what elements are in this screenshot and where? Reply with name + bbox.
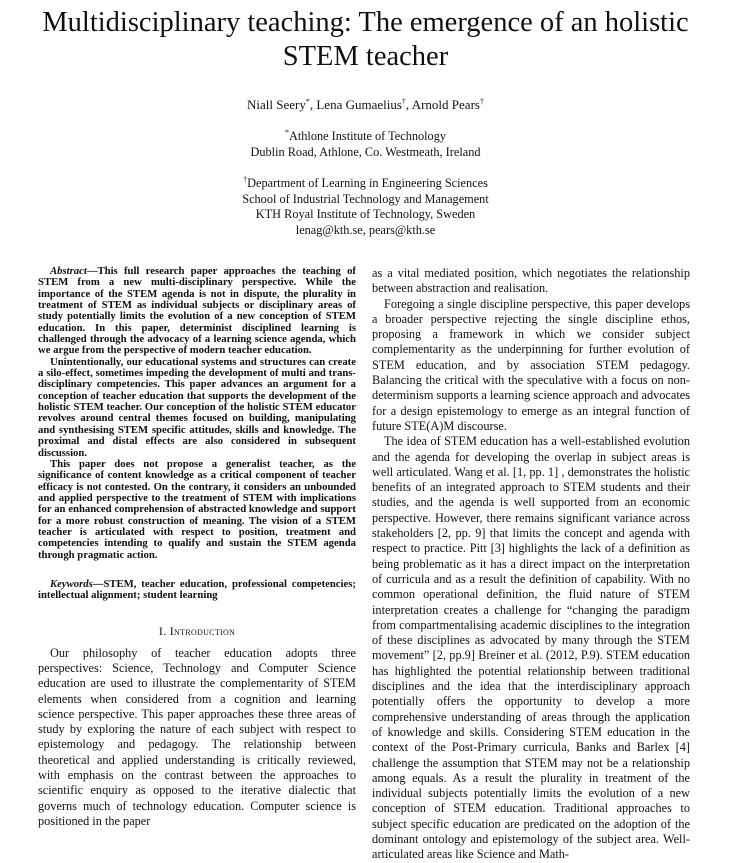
abstract-paragraph: Abstract—This full research paper approaches the teaching of STEM from a new multi-disciplinary perspective. While the importance of the STEM agenda is not in dispute, the plurality in treatment of STEM as individual subjects or disciplinary areas of study potentially limits the evolution of a new conception of STEM education. In this paper, determinist disciplined learning is challenged through the advocacy of a learning science agenda, which we argue from the perspective of modern teacher education. bbox=[38, 265, 356, 357]
affiliation-line: Dublin Road, Athlone, Co. Westmeath, Ireland bbox=[250, 144, 481, 159]
affiliation-kth bbox=[0, 176, 731, 238]
affiliation-athlone bbox=[0, 129, 731, 160]
author-name: Arnold Pears bbox=[411, 97, 480, 112]
abstract-lead: Abstract— bbox=[50, 265, 98, 277]
author-name: Niall Seery bbox=[247, 97, 306, 112]
body-paragraph: as a vital mediated position, which negotiates the relationship between abstraction and realisation. bbox=[372, 266, 690, 296]
keywords: Keywords—STEM, teacher education, professional competencies; intellectual alignment; student learning bbox=[38, 577, 356, 602]
abstract-paragraph: This paper does not propose a generalist teacher, as the significance of content knowledge as a critical component of teacher efficacy is not contested. On the contrary, it considers an unbounded and applied perspective to the treatment of STEM with implications for an enhanced comprehension of abstracted knowledge and support for a more robust construction of meaning. The vision of a STEM teacher is articulated with respect to position, treatment and competencies intending to qualify and sustain the STEM agenda through pragmatic action. bbox=[38, 457, 356, 561]
author-mark: † bbox=[479, 97, 484, 106]
affiliation-email: lenag@kth.se, pears@kth.se bbox=[295, 222, 436, 237]
author-mark: † bbox=[401, 97, 406, 106]
affiliation-line: *Athlone Institute of Technology bbox=[284, 128, 447, 143]
right-column bbox=[372, 266, 690, 863]
left-column bbox=[38, 266, 356, 829]
affiliation-mark: * bbox=[284, 128, 289, 137]
affiliation-line: School of Industrial Technology and Management bbox=[242, 191, 489, 206]
author-mark: * bbox=[305, 97, 310, 106]
affiliation-line: †Department of Learning in Engineering Sciences bbox=[243, 175, 488, 190]
section-heading: I. Introduction bbox=[158, 623, 236, 638]
paper-title: Multidisciplinary teaching: The emergence of an holistic STEM teacher bbox=[42, 7, 689, 72]
body-paragraph: Our philosophy of teacher education adopts three perspectives: Science, Technology and Computer Science education are used to illustrate the complementarity of STEM elements when considered from a cognition and learning science perspective. This paper approaches these three areas of study by exploring the nature of each subject with respect to epistemology and pedagogy. The relationship between theoretical and applied understanding is critically reviewed, with emphasis on the contrast between the approaches to scientific enquiry as opposed to the iterative dialectic that governs much of technology education. Computer science is positioned in the paper bbox=[38, 645, 356, 828]
keywords-lead: Keywords— bbox=[50, 577, 104, 590]
affiliation-mark: † bbox=[243, 175, 248, 184]
affiliation-line: KTH Royal Institute of Technology, Sweden bbox=[255, 207, 476, 221]
abstract-paragraph: Unintentionally, our educational systems and structures can create a silo-effect, sometimes impeding the development of multi and trans-disciplinary competencies. This paper advances an argument for a conception of teacher education that supports the development of the holistic STEM teacher. Our conception of the holistic STEM educator revolves around central themes focused on building, manipulating and synthesising STEM specific attitudes, skills and knowledge. The proximal and distal effects are also considered in subsequent discussion. bbox=[38, 355, 356, 459]
author-list: Niall Seery*, Lena Gumaelius†, Arnold Pears† bbox=[247, 97, 484, 112]
body-paragraph: The idea of STEM education has a well-established evolution and the agenda for developing the overlap in subject areas is well articulated. Wang et al. [1, pp. 1] , demonstrates the holistic benefits of an integrated approach to STEM students and their studies, and the agenda is well supported from an economic perspective. However, there remains significant variance across stakeholders [2, pp. 9] that limits the concept and agenda with respect to practice. Pitt [3] highlights the lack of a definition as being problematic as it has a direct impact on the interpretation of curricula and as a result the definition of capability. With no common operational definition, the fluid nature of STEM interpretation creates a challenge for “changing the paradigm from compartmentalising academic disciplines to the integration of these disciplines as advocated by many through the STEM movement” [2, pp.9] Breiner et al. (2012, P.9). STEM education has highlighted the potential relationship between traditional disciplines and the idea that the interdisciplinary approach potentially offers the opportunity to develop a more comprehensive understanding of areas through the application of knowledge and skills. Considering STEM education in the context of the Post-Primary curricula, Banks and Barlex [4] challenge the assumption that STEM may not be a relationship among equals. As a result the plurality in treatment of the individual subjects potentially limits the evolution of a new conception of STEM education. Traditional approaches to subject specific education are predicated on the adoption of the dominant ontology and epistemology of the subject area. Well-articulated areas like Science and Math- bbox=[372, 434, 690, 862]
author-name: Lena Gumaelius bbox=[316, 97, 402, 112]
body-paragraph: Foregoing a single discipline perspective, this paper develops a broader perspective rejecting the single discipline ethos, proposing a framework in which we consider subject complementarity as the underpinning for further evolution of STEM education, and by association STEM pedagogy. Balancing the critical with the speculative with a focus on non-determinism supports a learning science approach and advocates for a design epistemology to emerge as an integral function of future STE(A)M discourse. bbox=[372, 296, 690, 433]
